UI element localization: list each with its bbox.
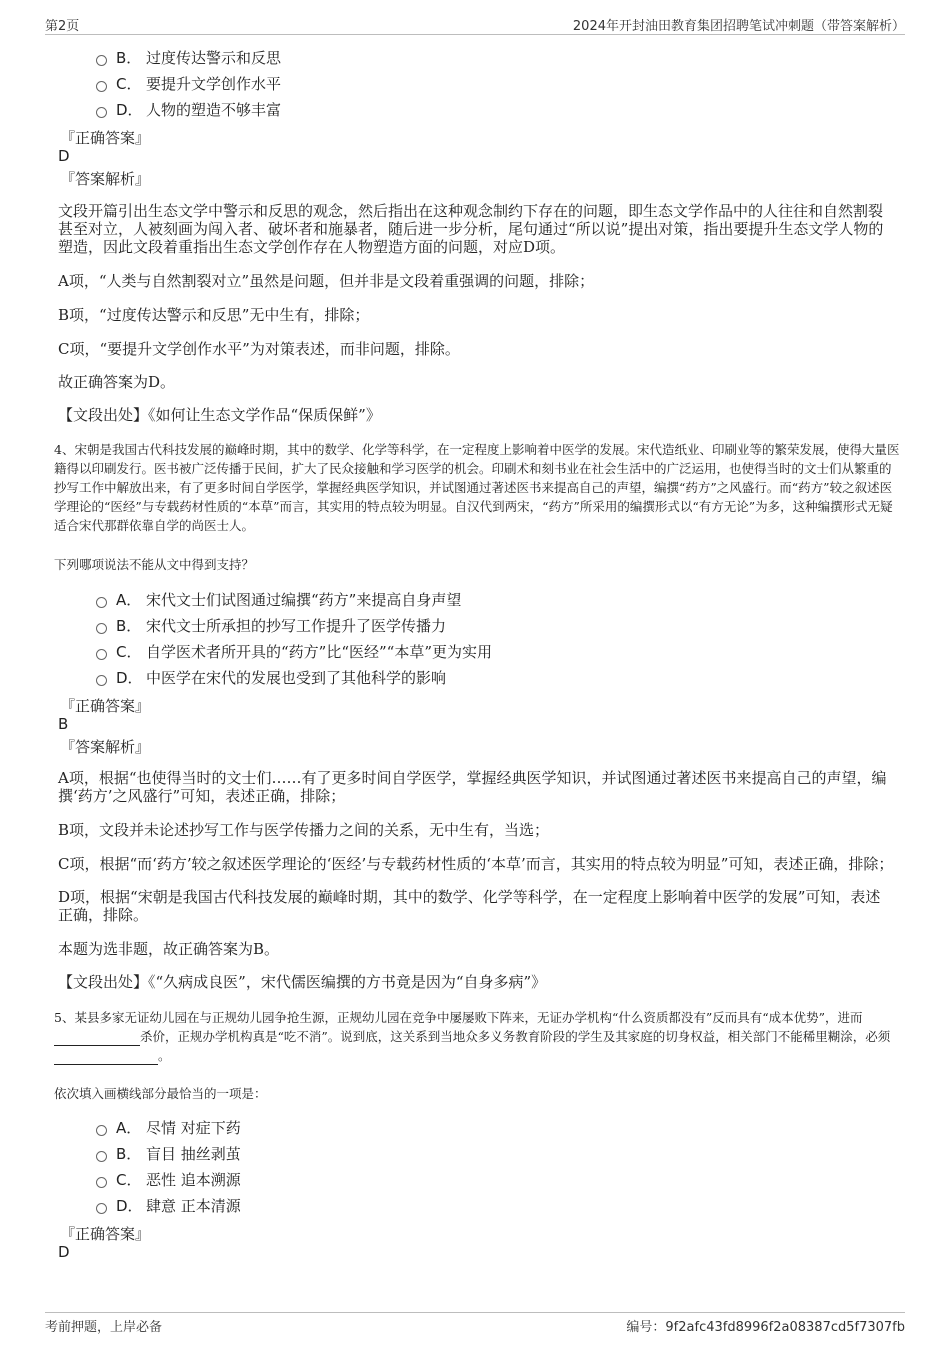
q4-answer-label: 『正确答案』 — [60, 697, 151, 715]
radio-icon[interactable] — [96, 649, 107, 660]
q4-analysis-d: D项，根据“宋朝是我国古代科技发展的巅峰时期，其中的数学、化学等科学，在一定程度上影响着中医学的发展”可知，表述正确，排除。 — [58, 888, 881, 924]
q4-analysis-a: A项，根据“也使得当时的文士们……有了更多时间自学医学，掌握经典医学知识，并试图通过著述医书来提高自己的声望，编撰‘药方’之风盛行”可知，表述正确，排除； — [58, 769, 887, 805]
q3-source: 【文段出处】《如何让生态文学作品“保质保鲜”》 — [58, 406, 381, 424]
q4-option-d[interactable]: D． 中医学在宋代的发展也受到了其他科学的影响 — [96, 667, 446, 689]
q3-analysis-conclusion: 故正确答案为D。 — [58, 373, 176, 391]
radio-icon[interactable] — [96, 1177, 107, 1188]
page-number: 第2页 — [45, 19, 80, 34]
q5-stem: 5、某县多家无证幼儿园在与正规幼儿园争抢生源，正规幼儿园在竞争中屡屡败下阵来，无证办学机构“什么资质都没有”反而具有“成本优势”，进而 杀价，正规办学机构真是“吃不消”。说到底，这关系到当地众多义务教育阶段的学生及其家庭的切身权益，相关部门不能稀里糊涂，必须 。 — [54, 1010, 891, 1063]
q4-analysis-label: 『答案解析』 — [60, 738, 151, 756]
q5-prompt: 依次填入画横线部分最恰当的一项是： — [54, 1086, 267, 1101]
q4-answer: B — [58, 715, 69, 733]
radio-icon[interactable] — [96, 1203, 107, 1214]
radio-icon[interactable] — [96, 1151, 107, 1162]
q4-stem: 4、宋朝是我国古代科技发展的巅峰时期，其中的数学、化学等科学，在一定程度上影响着中医学的发展。宋代造纸业、印刷业等的繁荣发展，使得大量医籍得以印刷发行。医书被广泛传播于民间，扩大了民众接触和学习医学的机会。印刷术和刻书业在社会生活中的广泛运用，也使得当时的文士们从繁重的抄写工作中解放出来，有了更多时间自学医学，掌握经典医学知识，并试图通过著述医书来提高自己的声望，编撰“药方”之风盛行。而“药方”较之叙述医学理论的“医经”与专载药材性质的“本草”而言，其实用的特点较为明显。自汉代到两宋，“药方”所采用的编撰形式以“有方无论”为多，这种编撰形式无疑适合宋代那群依靠自学的尚医士人。 — [54, 442, 900, 533]
q5-answer: D — [58, 1243, 70, 1261]
radio-icon[interactable] — [96, 107, 107, 118]
radio-icon[interactable] — [96, 55, 107, 66]
q4-option-b[interactable]: B． 宋代文士所承担的抄写工作提升了医学传播力 — [96, 615, 446, 637]
q3-answer-label: 『正确答案』 — [60, 129, 151, 147]
q3-analysis-paragraph: 文段开篇引出生态文学中警示和反思的观念，然后指出在这种观念制约下存在的问题，即生态文学作品中的人往往和自然割裂甚至对立，人被刻画为闯入者、破坏者和施暴者，随后进一步分析，尾句通过“所以说”提出对策，指出要提升生态文学人物的塑造，因此文段着重指出生态文学创作存在人物塑造方面的问题，对应D项。 — [58, 202, 884, 256]
fill-blank-1 — [54, 1031, 140, 1046]
document-title: 2024年开封油田教育集团招聘笔试冲刺题（带答案解析） — [572, 19, 905, 34]
q4-prompt: 下列哪项说法不能从文中得到支持？ — [54, 557, 255, 572]
q3-analysis-label: 『答案解析』 — [60, 170, 151, 188]
document-id: 编号：9f2afc43fd8996f2a08387cd5f7307fb — [626, 1320, 905, 1335]
q5-option-d[interactable]: D． 肆意 正本清源 — [96, 1195, 241, 1217]
q5-option-b[interactable]: B． 盲目 抽丝剥茧 — [96, 1143, 241, 1165]
fill-blank-2 — [54, 1050, 158, 1065]
q3-analysis-a: A项，“人类与自然割裂对立”虽然是问题，但并非是文段着重强调的问题，排除； — [58, 272, 595, 290]
radio-icon[interactable] — [96, 675, 107, 686]
radio-icon[interactable] — [96, 597, 107, 608]
q3-option-d[interactable]: D． 人物的塑造不够丰富 — [96, 99, 281, 121]
q5-option-a[interactable]: A． 尽情 对症下药 — [96, 1117, 241, 1139]
q4-source: 【文段出处】《“久病成良医”，宋代儒医编撰的方书竟是因为“自身多病”》 — [58, 973, 547, 991]
radio-icon[interactable] — [96, 1125, 107, 1136]
page-header — [45, 14, 905, 35]
q3-analysis-b: B项，“过度传达警示和反思”无中生有，排除； — [58, 306, 370, 324]
q4-option-c[interactable]: C． 自学医术者所开具的“药方”比“医经”“本草”更为实用 — [96, 641, 492, 663]
q3-analysis-c: C项，“要提升文学创作水平”为对策表述，而非问题，排除。 — [58, 340, 460, 358]
page-footer — [45, 1312, 905, 1335]
q5-answer-label: 『正确答案』 — [60, 1225, 151, 1243]
q3-answer: D — [58, 147, 70, 165]
q3-option-c[interactable]: C． 要提升文学创作水平 — [96, 73, 281, 95]
footer-slogan: 考前押题，上岸必备 — [45, 1320, 163, 1335]
q4-analysis-c: C项，根据“而‘药方’较之叙述医学理论的‘医经’与专载药材性质的‘本草’而言，其实用的特点较为明显”可知，表述正确，排除； — [58, 855, 894, 873]
q4-analysis-b: B项，文段并未论述抄写工作与医学传播力之间的关系，无中生有，当选； — [58, 821, 550, 839]
radio-icon[interactable] — [96, 81, 107, 92]
q3-option-b[interactable]: B． 过度传达警示和反思 — [96, 47, 281, 69]
radio-icon[interactable] — [96, 623, 107, 634]
q5-option-c[interactable]: C． 恶性 追本溯源 — [96, 1169, 241, 1191]
q4-option-a[interactable]: A． 宋代文士们试图通过编撰“药方”来提高自身声望 — [96, 589, 461, 611]
q4-analysis-conclusion: 本题为选非题，故正确答案为B。 — [58, 940, 280, 958]
